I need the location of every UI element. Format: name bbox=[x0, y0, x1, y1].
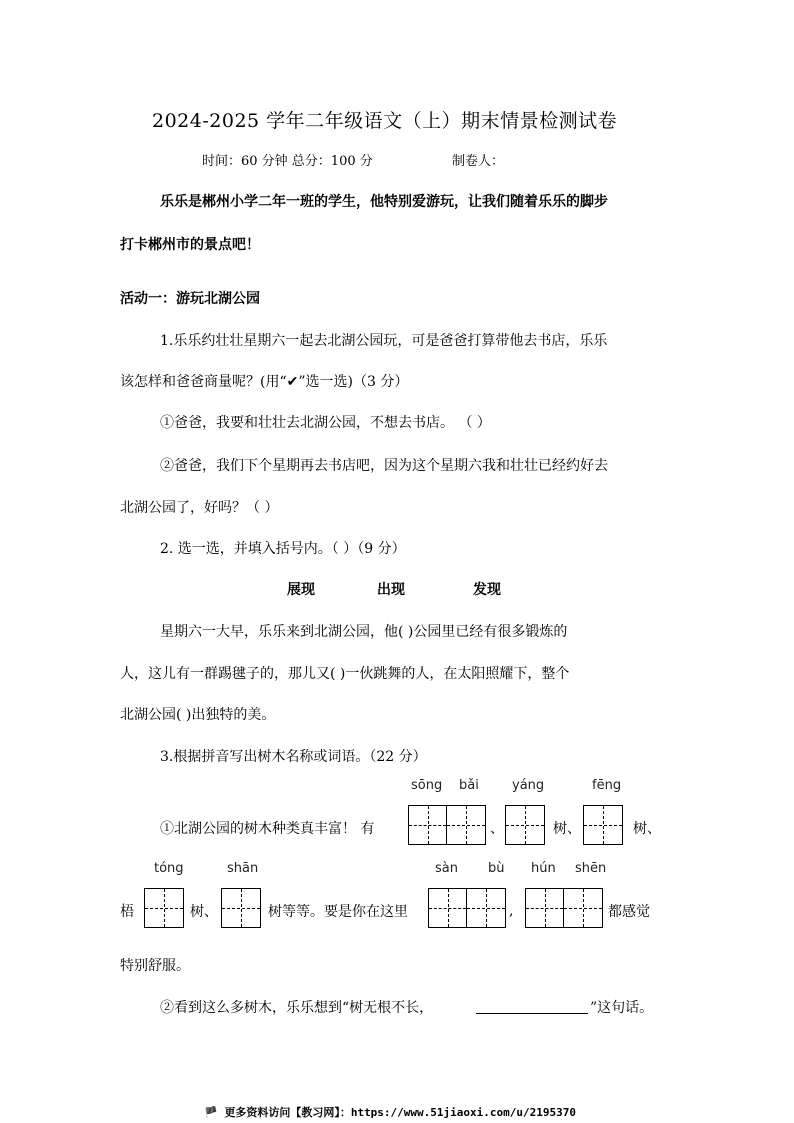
q2-word-2: 出现 bbox=[377, 582, 405, 598]
activity-1-title: 活动一：游玩北湖公园 bbox=[120, 291, 260, 307]
q2-stem: 2. 选一选，并填入括号内。（ ）（9 分） bbox=[160, 541, 406, 557]
separator-comma-2: , bbox=[509, 903, 514, 919]
pinyin-hun: hún bbox=[531, 861, 556, 876]
tianzige-cell[interactable] bbox=[467, 889, 505, 927]
tianzige-cell[interactable] bbox=[222, 889, 260, 927]
q1-line-2: 该怎样和爸爸商量呢？(用“✔”选一选)（3 分） bbox=[120, 374, 409, 390]
tianzige-shan[interactable] bbox=[221, 888, 261, 928]
q1-option-2-line-2: 北湖公园了，好吗？（ ） bbox=[120, 500, 279, 516]
q2-line-2: 人，这儿有一群踢毽子的，那儿又( )一伙跳舞的人，在太阳照耀下，整个 bbox=[120, 666, 570, 682]
q3-stem: 3.根据拼音写出树木名称或词语。（22 分） bbox=[160, 749, 427, 765]
pinyin-shen: shēn bbox=[575, 861, 607, 876]
label-shu-2: 树、 bbox=[633, 821, 661, 837]
tianzige-sanbu[interactable] bbox=[428, 888, 506, 928]
q2-word-1: 展现 bbox=[287, 582, 315, 598]
tianzige-cell[interactable] bbox=[526, 889, 564, 927]
q3-line-3: 特别舒服。 bbox=[120, 958, 190, 974]
answer-blank[interactable] bbox=[476, 1012, 588, 1014]
exam-maker: 制卷人： bbox=[452, 154, 505, 169]
q3-sentence-2b: ”这句话。 bbox=[590, 1000, 654, 1016]
pinyin-bai: bǎi bbox=[459, 778, 479, 793]
q1-line-1: 1.乐乐约壮壮星期六一起去北湖公园玩，可是爸爸打算带他去书店，乐乐 bbox=[160, 333, 608, 349]
pinyin-song: sōng bbox=[411, 778, 443, 793]
tianzige-tong[interactable] bbox=[144, 888, 184, 928]
pinyin-san: sàn bbox=[435, 861, 458, 876]
tianzige-cell[interactable] bbox=[409, 806, 447, 844]
q2-line-1: 星期六一大早，乐乐来到北湖公园，他( )公园里已经有很多锻炼的 bbox=[160, 624, 568, 640]
pinyin-tong: tóng bbox=[154, 861, 184, 876]
tianzige-cell[interactable] bbox=[564, 889, 602, 927]
q3-sentence-2a: ②看到这么多树木，乐乐想到“树无根不长， bbox=[160, 1000, 434, 1016]
tianzige-cell[interactable] bbox=[506, 806, 544, 844]
label-dou-ganjue: 都感觉 bbox=[608, 904, 650, 920]
intro-line-2: 打卡郴州市的景点吧！ bbox=[120, 237, 260, 253]
label-shu-3: 树、 bbox=[190, 904, 218, 920]
separator-comma: 、 bbox=[490, 821, 504, 837]
pinyin-yang: yáng bbox=[512, 778, 545, 793]
footer-link[interactable]: 🏴 更多资料访问【教习网】：https://www.51jiaoxi.com/u/2195370 bbox=[204, 1106, 576, 1119]
tianzige-cell[interactable] bbox=[447, 806, 485, 844]
intro-line-1: 乐乐是郴州小学二年一班的学生，他特别爱游玩，让我们随着乐乐的脚步 bbox=[160, 194, 608, 210]
tianzige-cell[interactable] bbox=[429, 889, 467, 927]
page-title: 2024-2025 学年二年级语文（上）期末情景检测试卷 bbox=[152, 110, 618, 132]
pinyin-shan: shān bbox=[227, 861, 259, 876]
tianzige-yang[interactable] bbox=[505, 805, 545, 845]
exam-meta: 时间：60 分钟 总分：100 分 bbox=[202, 154, 373, 169]
tianzige-songbai[interactable] bbox=[408, 805, 486, 845]
q1-option-1: ①爸爸，我要和壮壮去北湖公园，不想去书店。 （ ） bbox=[160, 415, 491, 431]
tianzige-hunshen[interactable] bbox=[525, 888, 603, 928]
label-wu: 梧 bbox=[120, 904, 134, 920]
tianzige-feng[interactable] bbox=[583, 805, 623, 845]
q3-row2-text: 树等等。要是你在这里 bbox=[268, 904, 408, 920]
tianzige-cell[interactable] bbox=[145, 889, 183, 927]
q2-line-3: 北湖公园( )出独特的美。 bbox=[120, 707, 276, 723]
q3-sentence-1: ①北湖公园的树木种类真丰富！ 有 bbox=[160, 821, 375, 837]
tianzige-cell[interactable] bbox=[584, 806, 622, 844]
pinyin-feng: fēng bbox=[592, 778, 622, 793]
q1-option-2-line-1: ②爸爸，我们下个星期再去书店吧，因为这个星期六我和壮壮已经约好去 bbox=[160, 458, 608, 474]
q2-word-3: 发现 bbox=[473, 582, 501, 598]
pinyin-bu: bù bbox=[488, 861, 505, 876]
label-shu-1: 树、 bbox=[553, 821, 581, 837]
